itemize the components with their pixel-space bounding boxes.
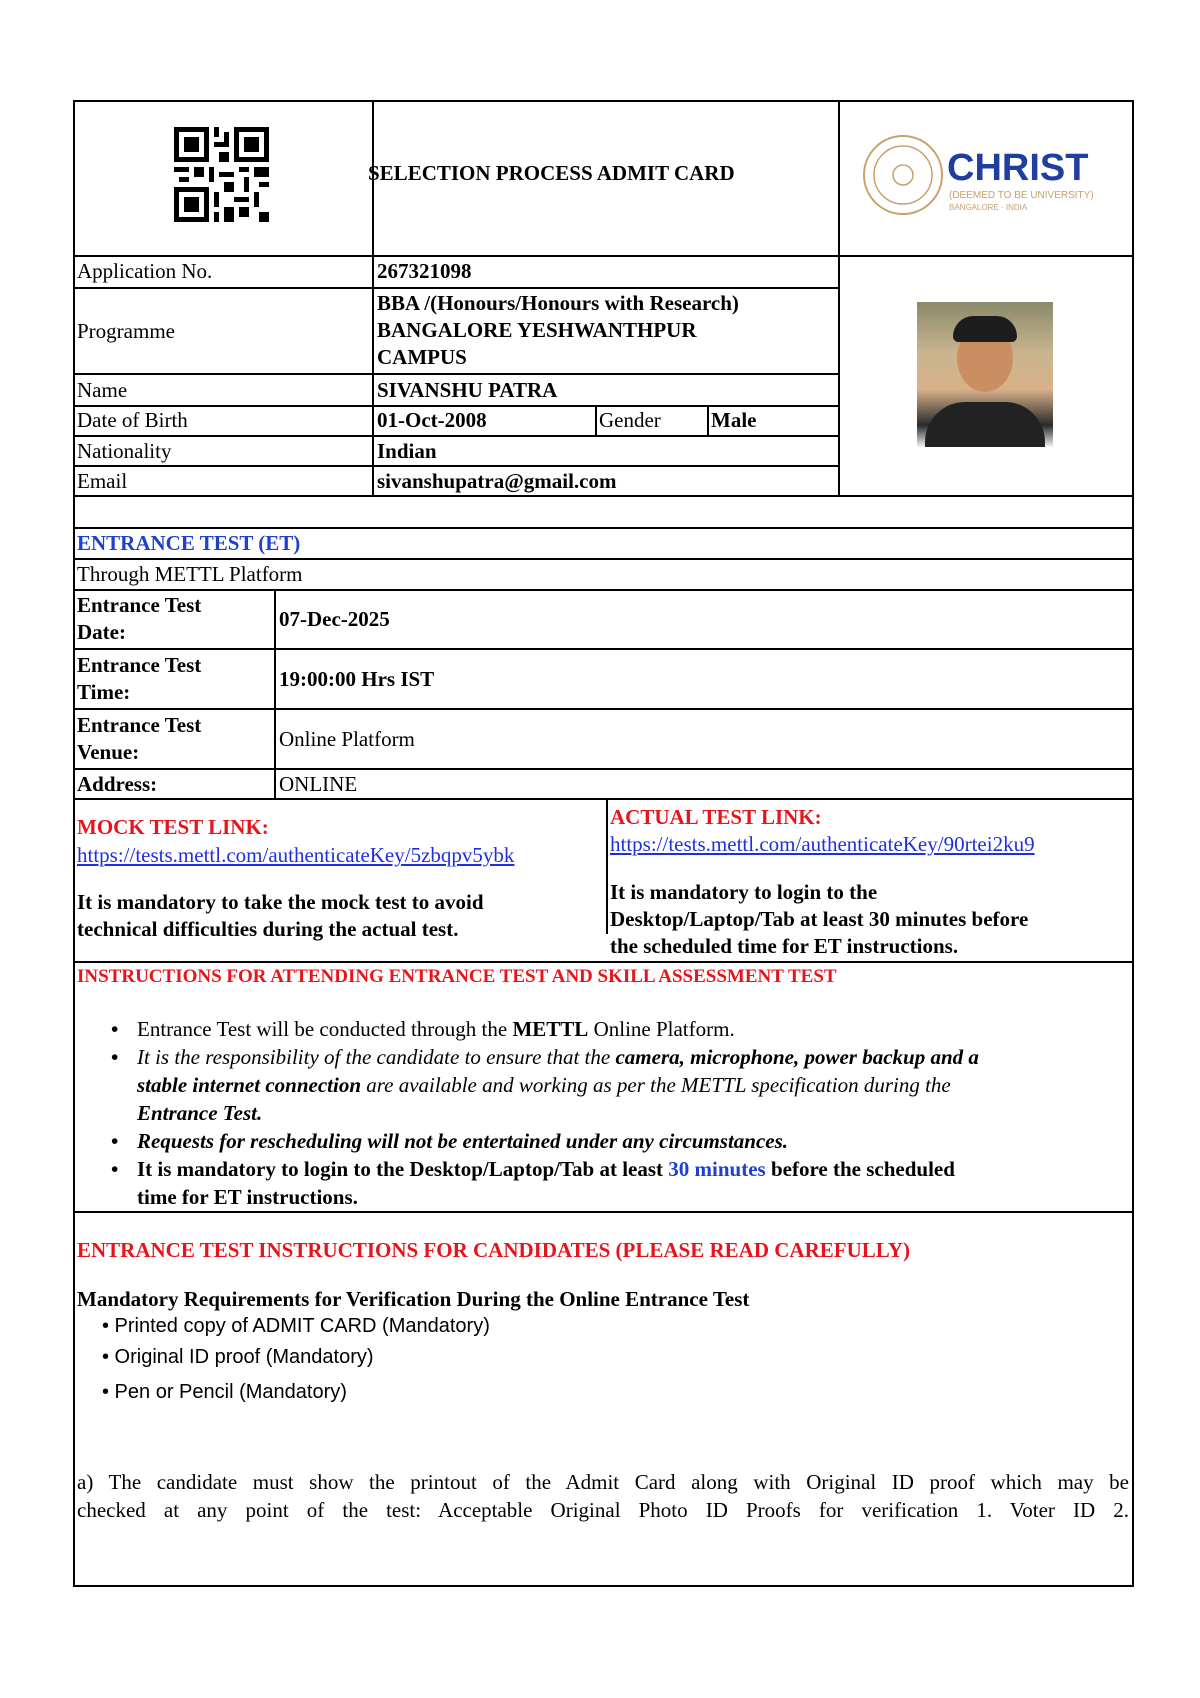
actual-test-heading: ACTUAL TEST LINK:	[610, 805, 822, 829]
entrance-venue: Online Platform	[279, 727, 415, 751]
date-label-2: Date:	[77, 620, 126, 644]
address-value: ONLINE	[279, 772, 358, 796]
programme-line-1: BBA /(Honours/Honours with Research)	[377, 291, 739, 315]
nationality-label: Nationality	[77, 439, 172, 463]
application-label: Application No.	[77, 259, 213, 283]
candidate-photo	[917, 302, 1053, 447]
requirement-item: • Pen or Pencil (Mandatory)	[102, 1381, 347, 1403]
candidate-name: SIVANSHU PATRA	[377, 378, 558, 402]
verification-para-line-1: a) The candidate must show the printout of the Admit Card along with Original ID proof which may be	[77, 1470, 1129, 1494]
instruction-item: • Requests for rescheduling will not be entertained under any circumstances.	[75, 1127, 1134, 1155]
verification-para-line-2: checked at any point of the test: Acceptable Original Photo ID Proofs for verification 1. Voter ID 2.	[77, 1498, 1129, 1522]
nationality-value: Indian	[377, 439, 437, 463]
mock-test-link[interactable]: https://tests.mettl.com/authenticateKey/5zbqpv5ybk	[77, 843, 515, 867]
entrance-test-heading: ENTRANCE TEST (ET)	[77, 531, 301, 555]
requirement-item: • Original ID proof (Mandatory)	[102, 1346, 374, 1368]
venue-label-2: Venue:	[77, 740, 140, 764]
programme-line-2: BANGALORE YESHWANTHPUR	[377, 318, 697, 342]
requirement-item: • Printed copy of ADMIT CARD (Mandatory)	[102, 1315, 490, 1337]
logo-location: BANGALORE · INDIA	[949, 203, 1028, 212]
actual-note-line-2: Desktop/Laptop/Tab at least 30 minutes before	[610, 907, 1029, 931]
through-platform-text: Through METTL Platform	[77, 562, 303, 586]
application-number: 267321098	[377, 259, 472, 283]
dob-label: Date of Birth	[77, 408, 188, 432]
mock-note-line-2: technical difficulties during the actual test.	[77, 917, 459, 941]
requirements-subheading: Mandatory Requirements for Verification During the Online Entrance Test	[77, 1287, 750, 1311]
mock-test-heading: MOCK TEST LINK:	[77, 815, 269, 839]
admit-card	[73, 100, 1134, 1587]
address-label: Address:	[77, 772, 158, 796]
venue-label-1: Entrance Test	[77, 713, 202, 737]
dob-value: 01-Oct-2008	[377, 408, 487, 432]
mock-note-line-1: It is mandatory to take the mock test to avoid	[77, 890, 484, 914]
email-value: sivanshupatra@gmail.com	[377, 469, 617, 493]
programme-label: Programme	[77, 319, 175, 343]
date-label-1: Entrance Test	[77, 593, 202, 617]
instruction-item: • It is mandatory to login to the Desktop/Laptop/Tab at least 30 minutes before the scheduled time for ET instructions.	[75, 1155, 1134, 1211]
page-title: SELECTION PROCESS ADMIT CARD	[368, 161, 735, 185]
actual-note-line-1: It is mandatory to login to the	[610, 880, 878, 904]
christ-university-logo	[863, 130, 1123, 220]
time-label-2: Time:	[77, 680, 131, 704]
instructions-list	[75, 1015, 1134, 1211]
logo-wordmark: CHRIST	[947, 147, 1089, 189]
through-platform	[77, 561, 303, 587]
gender-label: Gender	[599, 408, 661, 432]
candidate-instructions-heading: ENTRANCE TEST INSTRUCTIONS FOR CANDIDATES (PLEASE READ CAREFULLY)	[77, 1238, 910, 1262]
gender-value: Male	[711, 408, 757, 432]
entrance-time: 19:00:00 Hrs IST	[279, 667, 435, 691]
name-label: Name	[77, 378, 128, 402]
instruction-item: • Entrance Test will be conducted through the METTL Online Platform.	[75, 1015, 1134, 1043]
entrance-date: 07-Dec-2025	[279, 607, 390, 631]
instruction-item: • It is the responsibility of the candidate to ensure that the camera, microphone, power backup and a stable internet connection are available and working as per the METTL specification during the Entrance Test.	[75, 1043, 1134, 1127]
logo-subtitle: (DEEMED TO BE UNIVERSITY)	[949, 190, 1094, 201]
actual-test-link[interactable]: https://tests.mettl.com/authenticateKey/90rtei2ku9	[610, 832, 1035, 856]
time-label-1: Entrance Test	[77, 653, 202, 677]
qr-code	[174, 127, 269, 222]
instructions-heading: INSTRUCTIONS FOR ATTENDING ENTRANCE TEST AND SKILL ASSESSMENT TEST	[77, 966, 837, 987]
actual-note-line-3: the scheduled time for ET instructions.	[610, 934, 959, 958]
email-label: Email	[77, 469, 128, 493]
programme-line-3: CAMPUS	[377, 345, 467, 369]
